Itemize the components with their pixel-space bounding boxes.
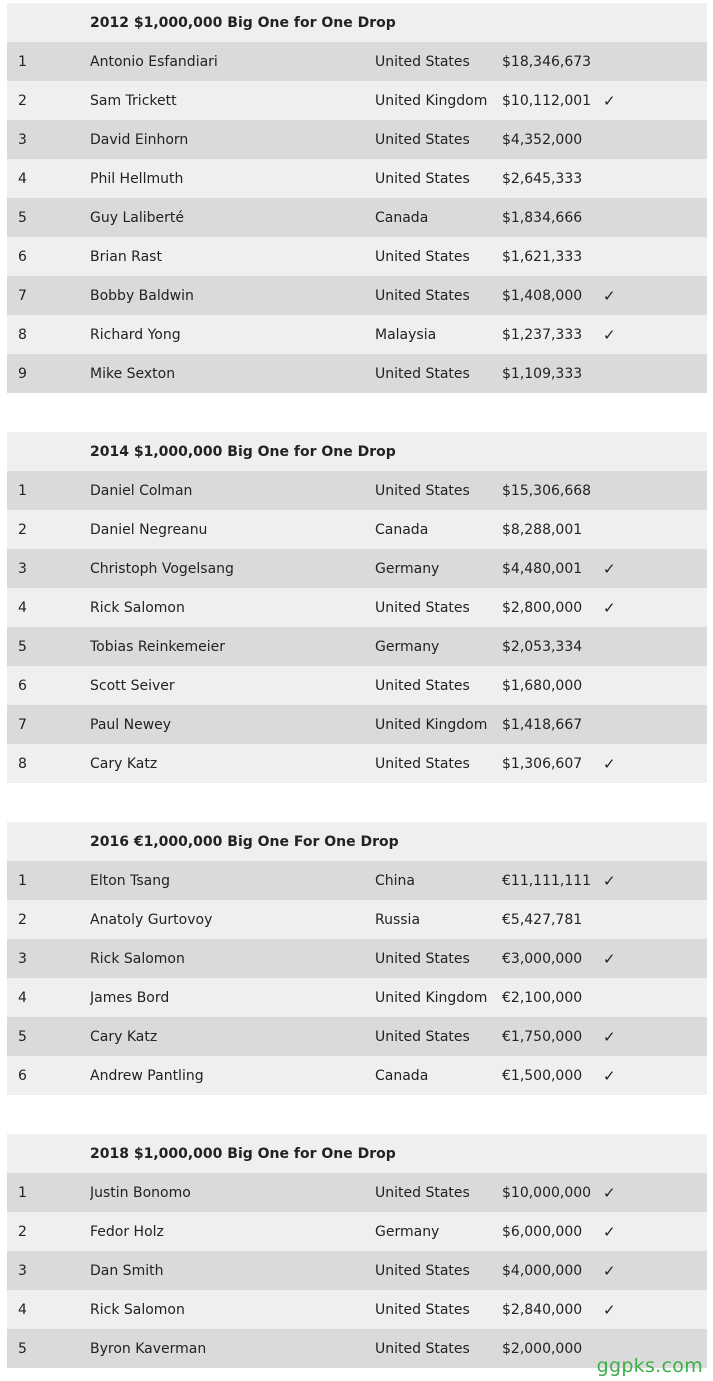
player-name: Cary Katz: [90, 755, 158, 772]
prize-amount: $2,645,333: [502, 170, 583, 187]
player-name: Andrew Pantling: [90, 1067, 204, 1084]
results-table: [7, 3, 707, 393]
player-name: Cary Katz: [90, 1028, 158, 1045]
player-name: Dan Smith: [90, 1262, 164, 1279]
prize-amount: $1,418,667: [502, 716, 583, 733]
player-name: Rick Salomon: [90, 950, 185, 967]
table-row: [7, 705, 707, 744]
player-country: United States: [375, 1028, 470, 1045]
player-name: Scott Seiver: [90, 677, 175, 694]
results-table: [7, 822, 707, 1095]
prize-amount: $2,800,000: [502, 599, 583, 616]
check-mark-icon: ✓: [603, 559, 616, 578]
prize-amount: €11,111,111: [502, 872, 592, 889]
table-row: [7, 510, 707, 549]
player-name: David Einhorn: [90, 131, 189, 148]
finish-position: 6: [18, 248, 27, 265]
finish-position: 8: [18, 326, 27, 343]
table-row: [7, 1251, 707, 1290]
prize-amount: $2,000,000: [502, 1340, 583, 1357]
prize-amount: $4,352,000: [502, 131, 583, 148]
watermark: ggpks.com: [596, 1355, 703, 1377]
player-country: Malaysia: [375, 326, 437, 343]
check-mark-icon: ✓: [603, 1183, 616, 1202]
player-country: United States: [375, 287, 470, 304]
player-name: Phil Hellmuth: [90, 170, 184, 187]
player-country: United States: [375, 365, 470, 382]
finish-position: 4: [18, 599, 27, 616]
player-name: Bobby Baldwin: [90, 287, 194, 304]
player-name: Brian Rast: [90, 248, 162, 265]
table-row: [7, 588, 707, 627]
prize-amount: $8,288,001: [502, 521, 583, 538]
player-name: Anatoly Gurtovoy: [90, 911, 213, 928]
finish-position: 6: [18, 677, 27, 694]
finish-position: 2: [18, 92, 27, 109]
check-mark-icon: ✓: [603, 1222, 616, 1241]
finish-position: 5: [18, 1340, 27, 1357]
table-row: [7, 900, 707, 939]
player-name: Justin Bonomo: [90, 1184, 191, 1201]
prize-amount: $10,112,001: [502, 92, 592, 109]
player-country: United States: [375, 950, 470, 967]
table-header-row: [7, 3, 707, 42]
finish-position: 3: [18, 131, 27, 148]
table-title: 2014 $1,000,000 Big One for One Drop: [90, 443, 396, 460]
player-country: United States: [375, 170, 470, 187]
finish-position: 8: [18, 755, 27, 772]
player-name: Antonio Esfandiari: [90, 53, 218, 70]
prize-amount: $1,680,000: [502, 677, 583, 694]
results-table: [7, 1134, 707, 1368]
player-name: Rick Salomon: [90, 599, 185, 616]
prize-amount: $2,053,334: [502, 638, 583, 655]
table-title: 2018 $1,000,000 Big One for One Drop: [90, 1145, 396, 1162]
table-row: [7, 120, 707, 159]
finish-position: 2: [18, 521, 27, 538]
player-country: United States: [375, 677, 470, 694]
prize-amount: $18,346,673: [502, 53, 592, 70]
check-mark-icon: ✓: [603, 286, 616, 305]
prize-amount: $1,237,333: [502, 326, 583, 343]
table-row: [7, 159, 707, 198]
table-row: [7, 237, 707, 276]
finish-position: 2: [18, 1223, 27, 1240]
player-name: Guy Laliberté: [90, 209, 184, 226]
player-country: Germany: [375, 560, 440, 577]
player-country: United States: [375, 248, 470, 265]
check-mark-icon: ✓: [603, 754, 616, 773]
prize-amount: $2,840,000: [502, 1301, 583, 1318]
player-country: United States: [375, 1262, 470, 1279]
player-country: United States: [375, 1340, 470, 1357]
player-name: James Bord: [90, 989, 170, 1006]
check-mark-icon: ✓: [603, 949, 616, 968]
prize-amount: €1,750,000: [502, 1028, 583, 1045]
table-row: [7, 1173, 707, 1212]
prize-amount: $10,000,000: [502, 1184, 592, 1201]
table-row: [7, 81, 707, 120]
check-mark-icon: ✓: [603, 325, 616, 344]
table-title: 2012 $1,000,000 Big One for One Drop: [90, 14, 396, 31]
finish-position: 5: [18, 638, 27, 655]
player-name: Rick Salomon: [90, 1301, 185, 1318]
table-row: [7, 627, 707, 666]
table-row: [7, 939, 707, 978]
player-name: Elton Tsang: [90, 872, 170, 889]
prize-amount: $4,000,000: [502, 1262, 583, 1279]
player-name: Fedor Holz: [90, 1223, 164, 1240]
check-mark-icon: ✓: [603, 1261, 616, 1280]
table-row: [7, 1056, 707, 1095]
finish-position: 4: [18, 989, 27, 1006]
finish-position: 1: [18, 872, 27, 889]
player-name: Richard Yong: [90, 326, 181, 343]
table-row: [7, 861, 707, 900]
results-table: [7, 432, 707, 783]
player-country: United States: [375, 1184, 470, 1201]
finish-position: 1: [18, 53, 27, 70]
check-mark-icon: ✓: [603, 871, 616, 890]
prize-amount: $6,000,000: [502, 1223, 583, 1240]
table-row: [7, 1017, 707, 1056]
player-country: Russia: [375, 911, 421, 928]
table-row: [7, 666, 707, 705]
table-row: [7, 42, 707, 81]
prize-amount: $1,306,607: [502, 755, 583, 772]
table-row: [7, 1290, 707, 1329]
player-country: United States: [375, 482, 470, 499]
table-row: [7, 354, 707, 393]
prize-amount: $1,834,666: [502, 209, 583, 226]
finish-position: 3: [18, 950, 27, 967]
player-country: United States: [375, 755, 470, 772]
player-name: Sam Trickett: [90, 92, 177, 109]
table-row: [7, 276, 707, 315]
player-country: United Kingdom: [375, 716, 488, 733]
finish-position: 7: [18, 287, 27, 304]
player-country: China: [375, 872, 415, 889]
table-row: [7, 471, 707, 510]
player-country: United Kingdom: [375, 989, 488, 1006]
player-name: Daniel Colman: [90, 482, 193, 499]
player-country: Germany: [375, 1223, 440, 1240]
check-mark-icon: ✓: [603, 598, 616, 617]
finish-position: 2: [18, 911, 27, 928]
player-country: Canada: [375, 1067, 429, 1084]
table-row: [7, 315, 707, 354]
prize-amount: €1,500,000: [502, 1067, 583, 1084]
player-country: United States: [375, 599, 470, 616]
check-mark-icon: ✓: [603, 1300, 616, 1319]
table-row: [7, 198, 707, 237]
player-country: United States: [375, 53, 470, 70]
table-title: 2016 €1,000,000 Big One For One Drop: [90, 833, 399, 850]
player-country: United States: [375, 1301, 470, 1318]
table-row: [7, 549, 707, 588]
prize-amount: $1,109,333: [502, 365, 583, 382]
player-country: Germany: [375, 638, 440, 655]
check-mark-icon: ✓: [603, 1066, 616, 1085]
player-country: United Kingdom: [375, 92, 488, 109]
player-name: Paul Newey: [90, 716, 172, 733]
finish-position: 4: [18, 170, 27, 187]
finish-position: 1: [18, 1184, 27, 1201]
finish-position: 3: [18, 560, 27, 577]
finish-position: 5: [18, 209, 27, 226]
table-header-row: [7, 822, 707, 861]
player-name: Tobias Reinkemeier: [90, 638, 226, 655]
player-name: Byron Kaverman: [90, 1340, 207, 1357]
player-name: Mike Sexton: [90, 365, 176, 382]
table-header-row: [7, 432, 707, 471]
finish-position: 3: [18, 1262, 27, 1279]
prize-amount: $1,621,333: [502, 248, 583, 265]
finish-position: 6: [18, 1067, 27, 1084]
player-name: Daniel Negreanu: [90, 521, 208, 538]
finish-position: 5: [18, 1028, 27, 1045]
finish-position: 7: [18, 716, 27, 733]
check-mark-icon: ✓: [603, 91, 616, 110]
table-row: [7, 978, 707, 1017]
finish-position: 4: [18, 1301, 27, 1318]
prize-amount: $4,480,001: [502, 560, 583, 577]
table-row: [7, 744, 707, 783]
prize-amount: €3,000,000: [502, 950, 583, 967]
prize-amount: $15,306,668: [502, 482, 592, 499]
finish-position: 1: [18, 482, 27, 499]
table-row: [7, 1212, 707, 1251]
prize-amount: $1,408,000: [502, 287, 583, 304]
player-country: Canada: [375, 209, 429, 226]
finish-position: 9: [18, 365, 27, 382]
prize-amount: €2,100,000: [502, 989, 583, 1006]
player-name: Christoph Vogelsang: [90, 560, 234, 577]
player-country: United States: [375, 131, 470, 148]
player-country: Canada: [375, 521, 429, 538]
table-header-row: [7, 1134, 707, 1173]
prize-amount: €5,427,781: [502, 911, 583, 928]
check-mark-icon: ✓: [603, 1027, 616, 1046]
